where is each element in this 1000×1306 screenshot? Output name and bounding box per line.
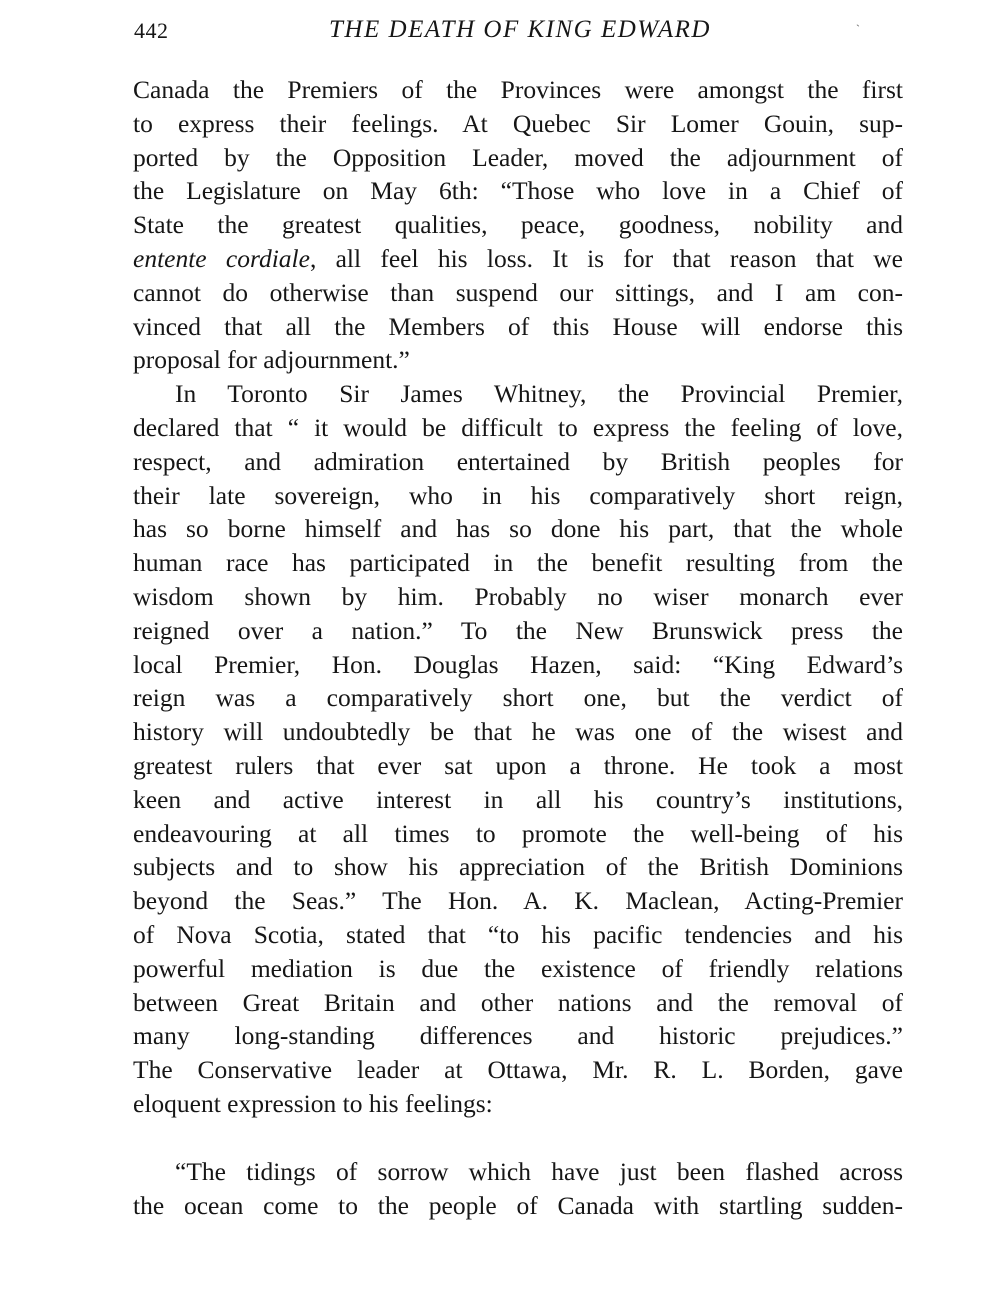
text-line: many long-standing differences and historic prejudices.”	[133, 1021, 903, 1051]
text-line: the ocean come to the people of Canada with startling sudden-	[133, 1190, 903, 1220]
text-line: of Nova Scotia, stated that “to his pacific tendencies and his	[133, 919, 903, 949]
text-line: between Great Britain and other nations and the removal of	[133, 987, 903, 1017]
text-line: In Toronto Sir James Whitney, the Provincial Premier,	[175, 379, 903, 409]
text-line: their late sovereign, who in his comparatively short reign,	[133, 480, 903, 510]
paragraph-borden-quote	[133, 1155, 903, 1223]
text-line: keen and active interest in all his country’s institutions,	[133, 784, 903, 814]
print-speck: ˋ	[856, 22, 860, 36]
running-head: THE DEATH OF KING EDWARD	[329, 16, 711, 43]
page-number: 442	[134, 18, 169, 43]
italic-phrase: entente cordiale	[133, 243, 310, 273]
text-line: proposal for adjournment.”	[133, 345, 410, 375]
text-line: powerful mediation is due the existence of friendly relations	[133, 953, 903, 983]
text-line: reign was a comparatively short one, but the verdict of	[133, 683, 903, 713]
text-line: State the greatest qualities, peace, goodness, nobility and	[133, 210, 903, 240]
text-line: endeavouring at all times to promote the well-being of his	[133, 818, 903, 848]
text-line: subjects and to show his appreciation of the British Dominions	[133, 852, 903, 882]
text-line	[133, 242, 903, 276]
text-line: Canada the Premiers of the Provinces were amongst the first	[133, 75, 903, 104]
text-line: greatest rulers that ever sat upon a throne. He took a most	[133, 750, 903, 780]
paragraph-toronto	[133, 377, 903, 1121]
text-line: has so borne himself and has so done his part, that the whole	[133, 514, 903, 544]
text-line: cannot do otherwise than suspend our sittings, and I am con-	[133, 277, 903, 307]
paragraph-gap	[133, 1121, 903, 1155]
text-line: the Legislature on May 6th: “Those who love in a Chief of	[133, 176, 903, 206]
text-line: “The tidings of sorrow which have just been flashed across	[175, 1156, 903, 1186]
text-line: wisdom shown by him. Probably no wiser monarch ever	[133, 581, 903, 611]
text-line: reigned over a nation.” To the New Brunswick press the	[133, 615, 903, 645]
text-line: vinced that all the Members of this House will endorse this	[133, 311, 903, 341]
body-text	[133, 73, 903, 1222]
text-line: declared that “ it would be difficult to express the feeling of love,	[133, 412, 903, 442]
text-line: The Conservative leader at Ottawa, Mr. R. L. Borden, gave	[133, 1055, 903, 1085]
text-line: local Premier, Hon. Douglas Hazen, said: “King Edward’s	[133, 649, 903, 679]
text-line: history will undoubtedly be that he was one of the wisest and	[133, 717, 903, 747]
text-line: respect, and admiration entertained by British peoples for	[133, 446, 903, 476]
text-line-rest: , all feel his loss. It is for that reason that we	[309, 243, 903, 273]
text-line: human race has participated in the benefit resulting from the	[133, 548, 903, 578]
text-line: ported by the Opposition Leader, moved the adjournment of	[133, 142, 903, 172]
paragraph-quebec	[133, 73, 903, 377]
text-line: to express their feelings. At Quebec Sir Lomer Gouin, sup-	[133, 108, 903, 138]
text-line: beyond the Seas.” The Hon. A. K. Maclean, Acting-Premier	[133, 886, 903, 916]
text-line: eloquent expression to his feelings:	[133, 1088, 493, 1118]
